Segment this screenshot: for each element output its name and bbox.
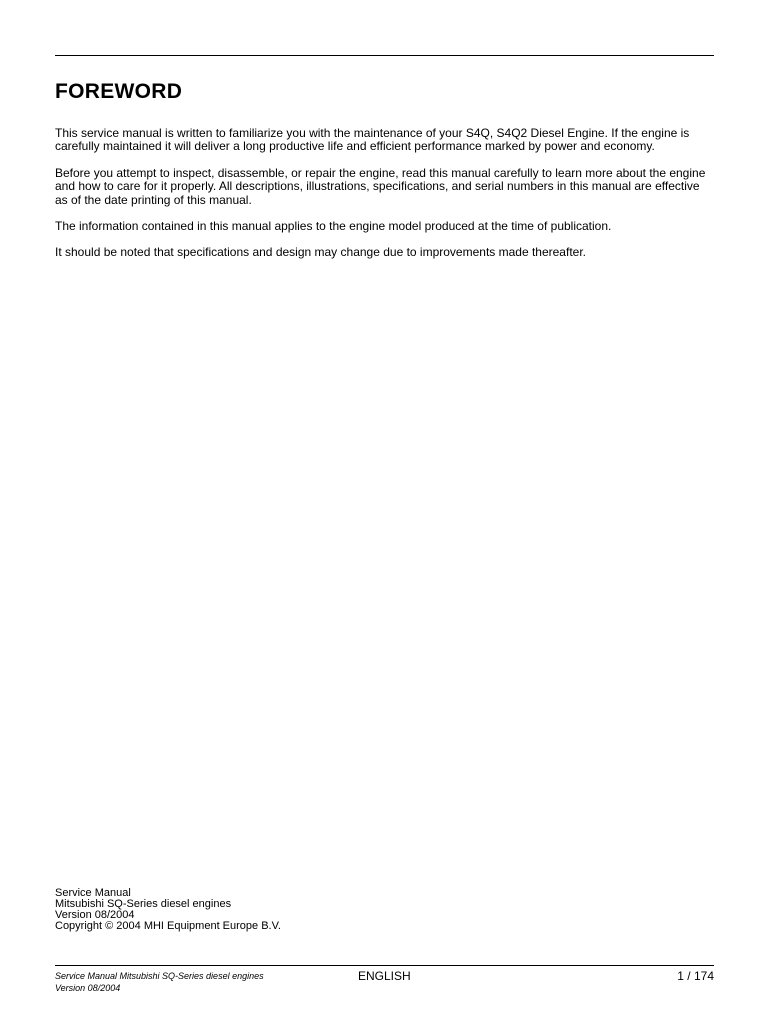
- footer-document-info: [55, 970, 264, 994]
- imprint-line: Service Manual: [55, 887, 131, 899]
- footer-divider: [55, 965, 714, 966]
- imprint-block: [55, 888, 281, 932]
- paragraph-intro: This service manual is written to familiarize you with the maintenance of your S4Q, S4Q2 Diesel Engine. If the engine is carefully maintained it will deliver a long productive life and efficient performance marked by power and economy.: [55, 126, 690, 154]
- imprint-line: Mitsubishi SQ-Series diesel engines: [55, 898, 232, 910]
- footer-language: ENGLISH: [358, 969, 411, 983]
- footer-title: Service Manual Mitsubishi SQ-Series diesel engines: [55, 971, 264, 981]
- footer-version: Version 08/2004: [55, 983, 121, 993]
- paragraph-specification-changes: It should be noted that specifications and design may change due to improvements made thereafter.: [55, 245, 586, 260]
- foreword-body: [55, 127, 715, 273]
- page-title: FOREWORD: [55, 80, 183, 103]
- paragraph-before-repair: Before you attempt to inspect, disassemble, or repair the engine, read this manual carefully to learn more about the engine and how to care for it properly. All descriptions, illustrations, specifications, and serial numbers in this manual are effective as of the date printing of this manual.: [55, 165, 706, 207]
- imprint-line: Version 08/2004: [55, 909, 135, 921]
- page-number: 1 / 174: [677, 969, 714, 983]
- paragraph-model-applicability: The information contained in this manual applies to the engine model produced at the time of publication.: [55, 219, 612, 234]
- top-divider: [55, 55, 714, 56]
- imprint-line: Copyright © 2004 MHI Equipment Europe B.V.: [55, 920, 281, 932]
